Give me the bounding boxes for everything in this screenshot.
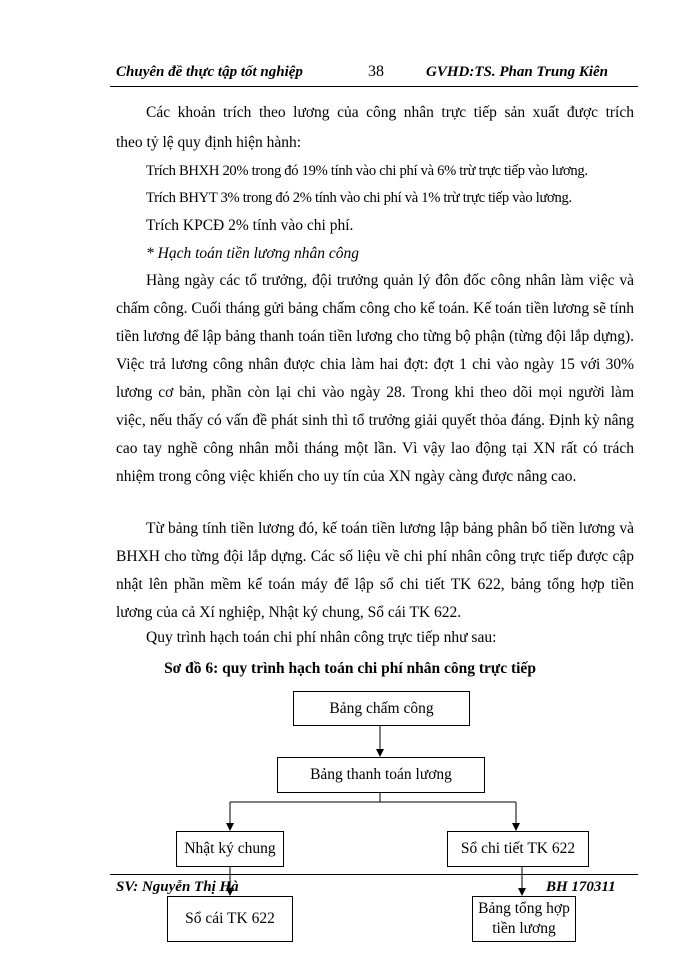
paragraph-wages: Hàng ngày các tổ trưởng, đội trưởng quản lý đôn đốc công nhân làm việc và chấm công. Cuối tháng gửi bảng chấm công cho kế toán. Kế toán tiền lương sẽ tính tiền lương để lập bảng thanh toán tiền lương cho từng bộ phận (từng đội lắp dựng). Việc trả lương công nhân được chia làm hai đợt: đợt 1 chi vào ngày 15 với 30% lương cơ bản, phần còn lại chi vào ngày 28. Trong khi theo dõi mọi người làm việc, nếu thấy có vấn đề phát sinh thì tổ trưởng giải quyết thỏa đáng. Định kỳ nâng cao tay nghề công nhân mỗi tháng một lần. Vì vậy lao động tại XN rất có trách nhiệm trong công việc khiến cho uy tín của XN ngày càng được nâng cao. — [116, 272, 634, 485]
box-bang-cham-cong: Bảng chấm công — [293, 691, 470, 726]
box-bang-thanh-toan-luong: Bảng thanh toán lương — [277, 757, 485, 793]
para1-line2: theo tỷ lệ quy định hiện hành: — [116, 134, 302, 151]
section-heading: * Hạch toán tiền lương nhân công — [146, 245, 360, 262]
footer-rule — [110, 874, 638, 875]
header-supervisor: GVHD:TS. Phan Trung Kiên — [426, 64, 608, 80]
header-title: Chuyên đề thực tập tốt nghiệp — [116, 64, 303, 80]
box-bang-tong-hop: Bảng tổng hợp tiền lương — [472, 896, 576, 942]
footer-student: SV: Nguyễn Thị Hà — [116, 879, 239, 895]
paragraph-allocation: Từ bảng tính tiền lương đó, kế toán tiền lương lập bảng phân bổ tiền lương và BHXH cho từng đội lắp dựng. Các số liệu về chi phí nhân công trực tiếp được cập nhật lên phần mềm kế toán máy để lập sổ chi tiết TK 622, bảng tổng hợp tiền lương của cả Xí nghiệp, Nhật ký chung, Sổ cái TK 622. — [116, 520, 634, 621]
diagram-title: Sơ đồ 6: quy trình hạch toán chi phí nhân công trực tiếp — [164, 660, 536, 677]
box-nhat-ky-chung: Nhật ký chung — [176, 831, 284, 867]
bhyt-line: Trích BHYT 3% trong đó 2% tính vào chi phí và 1% trừ trực tiếp vào lương. — [146, 190, 572, 206]
page-number: 38 — [368, 63, 384, 80]
paragraph-process-intro: Quy trình hạch toán chi phí nhân công trực tiếp như sau: — [146, 629, 497, 646]
para1-line1: Các khoản trích theo lương của công nhân trực tiếp sản xuất được trích — [146, 104, 634, 121]
bhxh-line: Trích BHXH 20% trong đó 19% tính vào chi phí và 6% trừ trực tiếp vào lương. — [146, 163, 588, 179]
kpcd-line: Trích KPCĐ 2% tính vào chi phí. — [146, 217, 354, 234]
footer-class-code: BH 170311 — [546, 879, 616, 895]
box-so-chi-tiet: Sổ chi tiết TK 622 — [447, 831, 589, 867]
box-so-cai: Sổ cái TK 622 — [167, 896, 293, 942]
